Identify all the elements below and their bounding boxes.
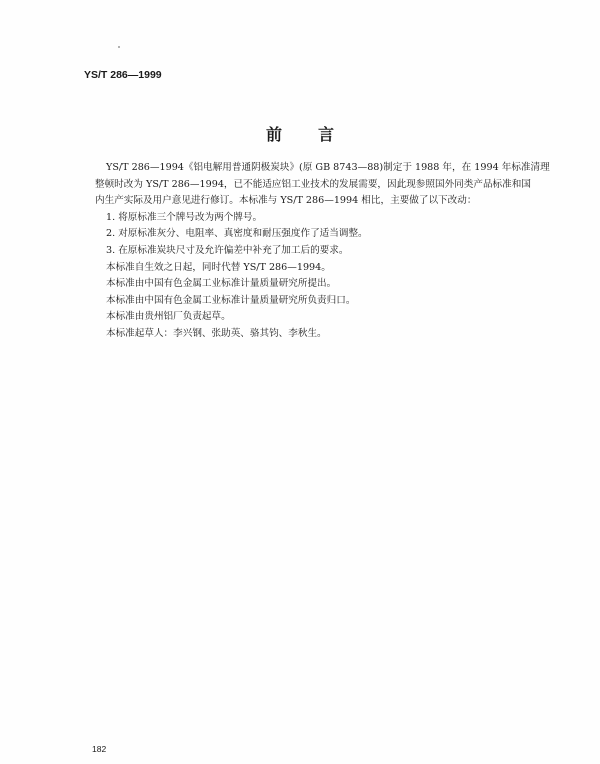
- page-title: 前言: [265, 125, 370, 144]
- intro-line: 内生产实际及用户意见进行修订。本标准与 YS/T 286—1994 相比，主要做了以下改动：: [95, 195, 477, 207]
- scan-speck: [118, 46, 120, 48]
- intro-line: 整顿时改为 YS/T 286—1994，已不能适应铝工业技术的发展需要，因此现参照国外同类产品标准和国: [95, 178, 531, 190]
- statement-administrator: 本标准由中国有色金属工业标准计量质量研究所负责归口。: [106, 294, 356, 306]
- statement-drafters: 本标准起草人：李兴钢、张助英、骆其钧、李秋生。: [106, 327, 327, 339]
- change-item: 3. 在原标准炭块尺寸及允许偏差中补充了加工后的要求。: [106, 244, 349, 256]
- intro-paragraph: [95, 160, 550, 210]
- intro-line: YS/T 286—1994《铝电解用普通阴极炭块》(原 GB 8743—88)制定于 1988 年，在 1994 年标准清理: [106, 162, 550, 173]
- statement-drafting-unit: 本标准由贵州铝厂负责起草。: [106, 311, 231, 323]
- change-item: 2. 对原标准灰分、电阻率、真密度和耐压强度作了适当调整。: [106, 228, 368, 240]
- document-code: YS/T 286—1999: [84, 69, 162, 81]
- statement-effective-date: 本标准自生效之日起，同时代替 YS/T 286—1994。: [106, 261, 331, 273]
- statement-proposer: 本标准由中国有色金属工业标准计量质量研究所提出。: [106, 278, 337, 290]
- change-item: 1. 将原标准三个牌号改为两个牌号。: [106, 211, 263, 223]
- foreword-body: [95, 160, 550, 343]
- page-number: 182: [92, 744, 107, 754]
